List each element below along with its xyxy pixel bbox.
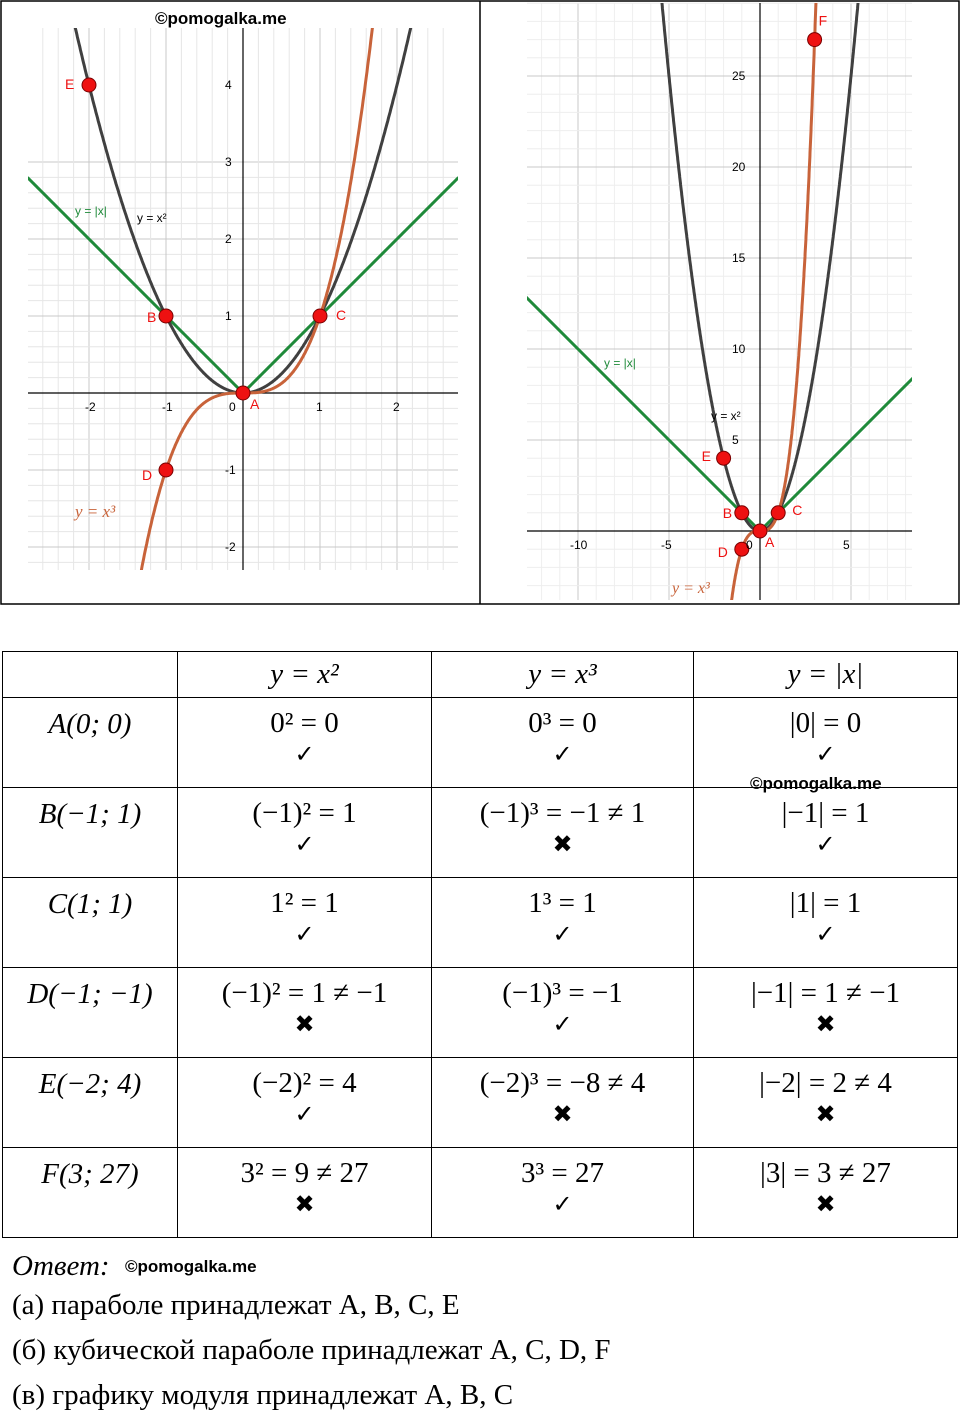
points-table [2, 651, 958, 1238]
cross-icon: ✖ [552, 832, 573, 858]
check-icon: ✓ [815, 742, 836, 768]
point-cell: C(1; 1) [3, 878, 178, 968]
point-label-C: C [792, 501, 803, 518]
label-abs: y = |x| [75, 204, 107, 218]
point-cell: D(−1; −1) [3, 968, 178, 1058]
label-abs: y = |x| [604, 356, 636, 370]
answer-title: Ответ: [12, 1250, 110, 1282]
cube-cell: (−1)³ = −1 ≠ 1 ✖ [432, 788, 694, 878]
point-label-C: C [336, 307, 347, 323]
point-cell: B(−1; 1) [3, 788, 178, 878]
cube-cell: (−2)³ = −8 ≠ 4 ✖ [432, 1058, 694, 1148]
abs-cell: |0| = 0 ✓ [694, 698, 958, 788]
watermark-answer: ©pomogalka.me [125, 1257, 257, 1276]
abs-cell: |−1| = 1 ≠ −1 ✖ [694, 968, 958, 1058]
check-icon: ✓ [294, 742, 315, 768]
cube-cell: 0³ = 0 ✓ [432, 698, 694, 788]
table-header-cell [178, 652, 432, 698]
point-label-B: B [722, 504, 733, 521]
x-tick-label: 0 [746, 538, 753, 552]
watermark-graph: ©pomogalka.me [155, 9, 287, 28]
point-label-E: E [701, 448, 711, 465]
check-icon: ✓ [552, 742, 573, 768]
cube-cell: (−1)³ = −1 ✓ [432, 968, 694, 1058]
x-tick-label: -2 [85, 400, 96, 414]
point-label-B: B [147, 309, 157, 325]
table-row [3, 1148, 958, 1238]
answer-line-a: (а) параболе принадлежат A, B, C, E [12, 1289, 460, 1321]
cross-icon: ✖ [552, 1102, 573, 1128]
table-header-cell [432, 652, 694, 698]
cross-icon: ✖ [815, 1192, 836, 1218]
point-E [717, 451, 731, 465]
cube-cell: 3³ = 27 ✓ [432, 1148, 694, 1238]
watermark-table: ©pomogalka.me [750, 774, 882, 793]
abs-cell: |−1| = 1 ✓ [694, 788, 958, 878]
label-square: y = x² [711, 409, 741, 423]
label-cube: y = x³ [672, 580, 710, 597]
table-row [3, 968, 958, 1058]
x-tick-label: 1 [316, 400, 323, 414]
table-row [3, 878, 958, 968]
point-cell: E(−2; 4) [3, 1058, 178, 1148]
abs-cell: |1| = 1 ✓ [694, 878, 958, 968]
square-cell: (−1)² = 1 ≠ −1 ✖ [178, 968, 432, 1058]
y-tick-label: 5 [732, 433, 739, 447]
point-A [236, 386, 250, 400]
header-abs: y = |x| [787, 658, 864, 690]
cross-icon: ✖ [294, 1192, 315, 1218]
square-cell: (−2)² = 4 ✓ [178, 1058, 432, 1148]
point-label-E: E [65, 76, 75, 92]
point-B [159, 309, 173, 323]
table-header-cell [694, 652, 958, 698]
y-tick-label: 25 [732, 69, 746, 83]
cross-icon: ✖ [815, 1012, 836, 1038]
check-icon: ✓ [294, 832, 315, 858]
table-header-cell [3, 652, 178, 698]
y-tick-label: 1 [225, 309, 232, 323]
check-icon: ✓ [552, 1012, 573, 1038]
abs-cell: |−2| = 2 ≠ 4 ✖ [694, 1058, 958, 1148]
cross-icon: ✖ [294, 1012, 315, 1038]
x-tick-label: -5 [661, 538, 672, 552]
point-label-A: A [765, 534, 775, 550]
table-row [3, 788, 958, 878]
table-header-row [3, 652, 958, 698]
point-cell: F(3; 27) [3, 1148, 178, 1238]
point-label-D: D [142, 467, 153, 483]
point-F [808, 33, 822, 47]
point-D [159, 463, 173, 477]
header-square: y = x² [270, 658, 339, 690]
header-cube: y = x³ [528, 658, 597, 690]
y-tick-label: -1 [225, 463, 236, 477]
point-cell: A(0; 0) [3, 698, 178, 788]
square-cell: 0² = 0 ✓ [178, 698, 432, 788]
x-tick-label: -1 [162, 400, 173, 414]
check-icon: ✓ [815, 922, 836, 948]
point-label-D: D [717, 544, 728, 561]
y-tick-label: -2 [225, 540, 236, 554]
answer-line-b: (б) кубической параболе принадлежат A, C, D, F [12, 1334, 611, 1366]
check-icon: ✓ [552, 922, 573, 948]
point-B [735, 506, 749, 520]
y-tick-label: 10 [732, 342, 746, 356]
answer-line-c: (в) графику модуля принадлежат A, B, C [12, 1379, 514, 1411]
label-cube: y = x³ [75, 502, 116, 521]
x-tick-label: 2 [393, 400, 400, 414]
check-icon: ✓ [815, 832, 836, 858]
y-tick-label: 2 [225, 232, 232, 246]
graph-left [0, 0, 960, 606]
square-cell: 1² = 1 ✓ [178, 878, 432, 968]
y-tick-label: 4 [225, 78, 232, 92]
graphs-panel [0, 0, 960, 606]
y-tick-label: 20 [732, 160, 746, 174]
x-tick-label: 5 [843, 538, 850, 552]
square-cell: (−1)² = 1 ✓ [178, 788, 432, 878]
check-icon: ✓ [294, 922, 315, 948]
point-label-A: A [250, 396, 260, 412]
y-tick-label: 3 [225, 155, 232, 169]
point-C [771, 506, 785, 520]
point-label-F: F [818, 12, 828, 29]
square-cell: 3² = 9 ≠ 27 ✖ [178, 1148, 432, 1238]
y-tick-label: 15 [732, 251, 746, 265]
point-C [313, 309, 327, 323]
cube-cell: 1³ = 1 ✓ [432, 878, 694, 968]
table-row [3, 1058, 958, 1148]
check-icon: ✓ [552, 1192, 573, 1218]
abs-cell: |3| = 3 ≠ 27 ✖ [694, 1148, 958, 1238]
check-icon: ✓ [294, 1102, 315, 1128]
cross-icon: ✖ [815, 1102, 836, 1128]
point-E [82, 78, 96, 92]
x-tick-label: 0 [229, 400, 236, 414]
x-tick-label: -10 [570, 538, 588, 552]
label-square: y = x² [137, 211, 167, 225]
